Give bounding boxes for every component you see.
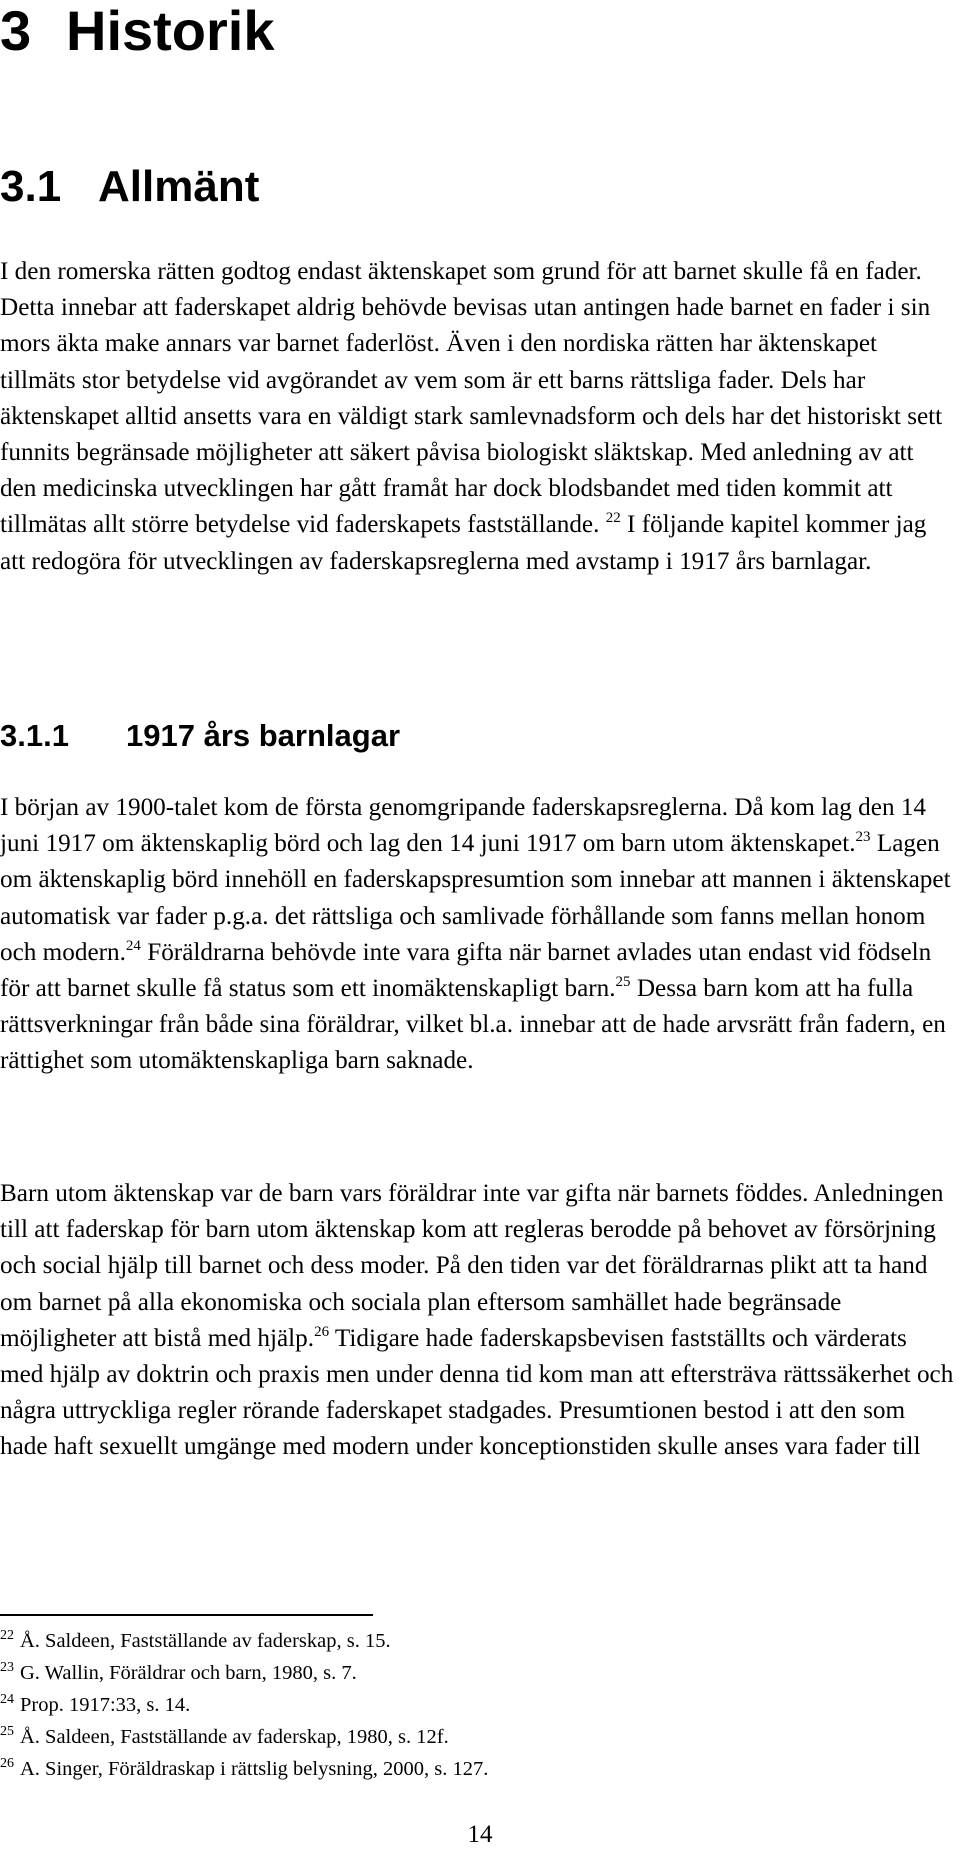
footnote-text: A. Singer, Föräldraskap i rättslig belysning, 2000, s. 127.: [20, 1758, 489, 1780]
footnote-text: Å. Saldeen, Fastställande av faderskap, s. 15.: [20, 1630, 391, 1652]
section-heading: [0, 162, 259, 212]
footnote: [0, 1721, 955, 1753]
footnote-ref-26: 26: [314, 1323, 330, 1340]
footnote-text: Å. Saldeen, Fastställande av faderskap, 1980, s. 12f.: [20, 1726, 449, 1748]
chapter-number: 3: [0, 0, 32, 62]
footnote-text: G. Wallin, Föräldrar och barn, 1980, s. 7.: [20, 1662, 357, 1684]
paragraph-children-outside-marriage: [0, 1176, 955, 1466]
page-number: 14: [467, 1821, 493, 1848]
footnote: [0, 1753, 955, 1785]
footnote-ref-24: 24: [125, 937, 141, 954]
footnotes: [0, 1625, 955, 1785]
paragraph-roman-law: [0, 254, 955, 580]
paragraph-text: Dessa barn kom att ha fulla rättsverkningar från både sina föräldrar, vilket bl.a. innebar att de hade arvsrätt från fadern, en rättighet som utomäktenskapliga barn saknade.: [0, 975, 946, 1075]
subsection-number: 3.1.1: [0, 718, 69, 753]
paragraph-text: Lagen om äktenskaplig börd innehöll en faderskapspresumtion som innebar att mannen i äktenskapet automatisk var fader p.g.a. det rättsliga och samlivade förhållande som fanns mellan honom och modern.: [0, 830, 951, 966]
footnote-ref-22: 22: [605, 510, 621, 527]
footnote: [0, 1625, 955, 1657]
paragraph-text: I den romerska rätten godtog endast äktenskapet som grund för att barnet skulle få en fader. Detta innebar att faderskapet aldrig behövde bevisas utan antingen hade barnet en fader i sin mors äkta make annars var barnet faderlöst. Även i den nordiska rätten har äktenskapet tillmäts stor betydelse vid avgörandet av vem som är ett barns rättsliga fader. Dels har äktenskapet alltid ansetts vara en väldigt stark samlevnadsform och dels har det historiskt sett funnits begränsade möjligheter att säkert påvisa biologiskt släktskap. Med anledning av att den medicinska utvecklingen har gått framåt har dock blodsbandet med tiden kommit att tillmätas allt större betydelse vid faderskapets fastställande.: [0, 258, 943, 539]
footnote-ref-25: 25: [615, 974, 631, 991]
footnote-number: 25: [0, 1724, 14, 1739]
footnote-separator: [0, 1614, 373, 1616]
paragraph-text: I följande kapitel kommer jag att redogöra för utvecklingen av faderskapsreglerna med avstamp i 1917 års barnlagar.: [0, 511, 927, 575]
paragraph-text: Barn utom äktenskap var de barn vars föräldrar inte var gifta när barnets föddes. Anledningen till att faderskap för barn utom äktenskap kom att regleras berodde på behovet av försörjning och social hjälp till barnet och dess moder. På den tiden var det föräldrarnas plikt att ta hand om barnet på alla ekonomiska och sociala plan eftersom samhället hade begränsade möjligheter att bistå med hjälp.: [0, 1180, 944, 1352]
paragraph-text: I början av 1900-talet kom de första genomgripande faderskapsreglerna. Då kom lag den 14 juni 1917 om äktenskaplig börd och lag den 14 juni 1917 om barn utom äktenskapet.: [0, 794, 927, 858]
paragraph-text: Tidigare hade faderskapsbevisen fastställts och värderats med hjälp av doktrin och praxis men under denna tid kom man att eftersträva rättssäkerhet och några uttryckliga regler rörande faderskapet stadgades. Presumtionen bestod i att den som hade haft sexuellt umgänge med modern under konceptionstiden skulle anses vara fader till: [0, 1324, 954, 1461]
footnote-number: 22: [0, 1628, 14, 1643]
footnote-ref-23: 23: [855, 829, 871, 846]
section-number: 3.1: [0, 162, 62, 211]
paragraph-text: Föräldrarna behövde inte vara gifta när barnet avlades utan endast vid födseln för att barnet skulle få status som ett inomäktenskapligt barn.: [0, 938, 932, 1003]
footnote-number: 23: [0, 1660, 14, 1675]
chapter-heading: [0, 0, 275, 62]
footnote-number: 26: [0, 1756, 14, 1771]
subsection-title: 1917 års barnlagar: [126, 718, 401, 753]
footnote: [0, 1657, 955, 1689]
subsection-heading: [0, 716, 400, 756]
footnote-number: 24: [0, 1692, 14, 1707]
chapter-title: Historik: [66, 0, 275, 62]
footnote-text: Prop. 1917:33, s. 14.: [20, 1694, 191, 1716]
section-title: Allmänt: [98, 162, 260, 211]
paragraph-1917-laws: [0, 790, 955, 1080]
footnote: [0, 1689, 955, 1721]
